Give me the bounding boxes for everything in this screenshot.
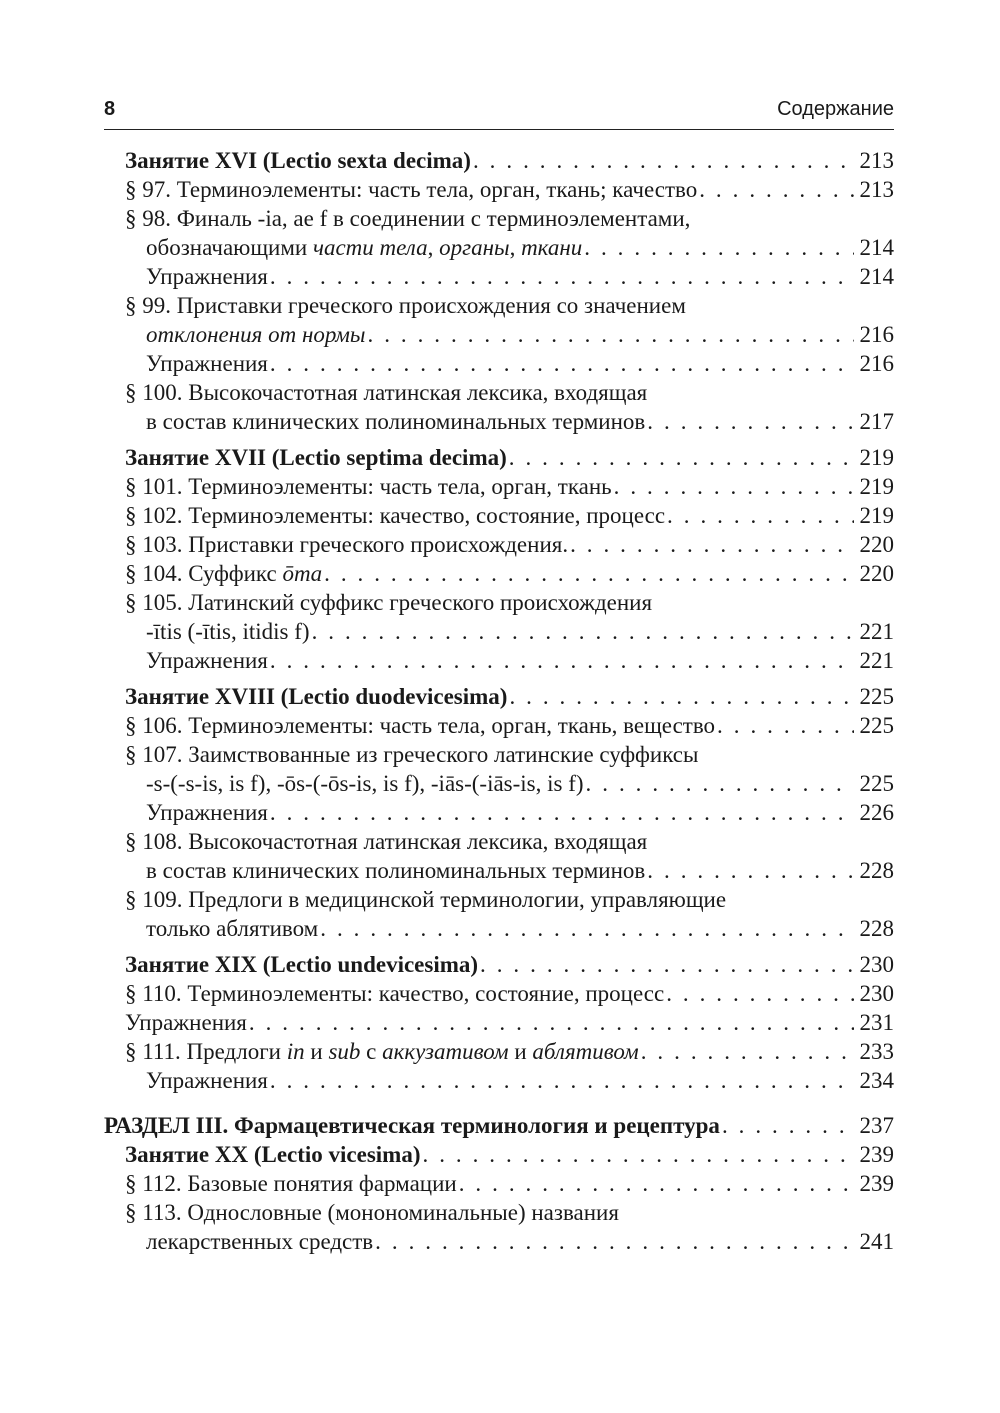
toc-section-100[interactable]	[104, 378, 894, 436]
leader-dots	[666, 979, 854, 1008]
text-fragment: и	[508, 1039, 533, 1064]
toc-exercises[interactable]	[104, 646, 894, 675]
toc-section-109[interactable]	[104, 885, 894, 943]
toc-part-3[interactable]	[104, 1111, 894, 1140]
leader-dots	[509, 443, 854, 472]
table-of-contents	[104, 146, 894, 1256]
leader-dots	[722, 1111, 854, 1140]
page-number: 8	[104, 98, 116, 120]
leader-dots	[584, 233, 854, 262]
toc-section-110[interactable]	[104, 979, 894, 1008]
leader-dots	[375, 1227, 854, 1256]
toc-section-101[interactable]	[104, 472, 894, 501]
toc-entry-label-line1: § 108. Высокочастотная латинская лексика, входящая	[125, 829, 648, 854]
toc-entry-label-line2: только аблятивом	[146, 916, 319, 941]
leader-dots	[473, 146, 854, 175]
toc-page-number: 226	[859, 800, 894, 825]
toc-entry-label-line1: § 113. Однословные (монономинальные) названия	[125, 1200, 619, 1225]
italic-fragment: части тела	[312, 235, 428, 260]
toc-exercises[interactable]	[104, 1066, 894, 1095]
text-fragment: и	[304, 1039, 329, 1064]
toc-section-108[interactable]	[104, 827, 894, 885]
toc-page-number: 239	[859, 1142, 894, 1167]
text-fragment: обозначающими	[146, 235, 313, 260]
toc-exercises[interactable]	[104, 349, 894, 378]
leader-dots	[320, 914, 854, 943]
toc-page-number: 239	[859, 1171, 894, 1196]
leader-dots	[647, 856, 854, 885]
toc-page-number: 233	[859, 1039, 894, 1064]
toc-entry-label: Занятие XVIII (Lectio duodevicesima)	[125, 684, 508, 709]
toc-page-number: 213	[859, 148, 894, 173]
toc-page-number: 225	[859, 771, 894, 796]
header-rule	[104, 129, 894, 130]
toc-section-102[interactable]	[104, 501, 894, 530]
leader-dots	[459, 1169, 854, 1198]
toc-lesson-20[interactable]	[104, 1140, 894, 1169]
toc-section-98[interactable]	[104, 204, 894, 262]
toc-page-number: 228	[859, 916, 894, 941]
toc-entry-label: Упражнения	[146, 351, 268, 376]
toc-section-103[interactable]	[104, 530, 894, 559]
toc-entry-label-line2: лекарственных средств	[146, 1229, 374, 1254]
toc-page-number: 221	[859, 648, 894, 673]
leader-dots	[423, 1140, 855, 1169]
toc-entry-label: § 102. Терминоэлементы: качество, состояние, процесс	[125, 503, 666, 528]
toc-page-number: 214	[859, 235, 894, 260]
toc-page-number: 213	[859, 177, 894, 202]
text-fragment: с	[360, 1039, 383, 1064]
toc-section-107[interactable]	[104, 740, 894, 798]
leader-dots	[270, 1066, 854, 1095]
toc-page-number: 231	[859, 1010, 894, 1035]
italic-fragment: sub	[328, 1039, 361, 1064]
leader-dots	[270, 646, 854, 675]
leader-dots	[249, 1008, 854, 1037]
toc-page-number: 230	[859, 952, 894, 977]
leader-dots	[667, 501, 854, 530]
leader-dots	[324, 559, 854, 588]
toc-page-number: 237	[859, 1113, 894, 1138]
toc-entry-label: Занятие XX (Lectio vicesima)	[125, 1142, 421, 1167]
toc-exercises[interactable]	[104, 1008, 894, 1037]
toc-exercises[interactable]	[104, 262, 894, 291]
toc-entry-label: § 110. Терминоэлементы: качество, состояние, процесс	[125, 981, 665, 1006]
toc-page-number: 219	[859, 445, 894, 470]
toc-entry-label-line1: § 109. Предлоги в медицинской терминологии, управляющие	[125, 887, 727, 912]
leader-dots	[699, 175, 854, 204]
toc-page-number: 216	[859, 351, 894, 376]
toc-entry-label-line2	[146, 233, 582, 262]
running-title: Содержание	[777, 98, 894, 120]
toc-entry-label	[125, 1037, 639, 1066]
toc-section-99[interactable]	[104, 291, 894, 349]
toc-page-number: 219	[859, 474, 894, 499]
toc-exercises[interactable]	[104, 798, 894, 827]
toc-section-112[interactable]	[104, 1169, 894, 1198]
toc-page-number: 228	[859, 858, 894, 883]
toc-page-number: 217	[859, 409, 894, 434]
italic-fragment: аблятивом	[532, 1039, 639, 1064]
italic-fragment: ōma	[282, 561, 323, 586]
toc-entry-label-line2: отклонения от нормы	[146, 322, 366, 347]
toc-entry-label: § 101. Терминоэлементы: часть тела, орган, ткань	[125, 474, 612, 499]
toc-page-number: 220	[859, 532, 894, 557]
toc-entry-label-line1: § 107. Заимствованные из греческого латинские суффиксы	[125, 742, 699, 767]
toc-lesson-18[interactable]	[104, 682, 894, 711]
toc-entry-label: Упражнения	[146, 648, 268, 673]
toc-entry-label-line2: в состав клинических полиноминальных терминов	[146, 858, 646, 883]
toc-entry-label: § 106. Терминоэлементы: часть тела, орган, ткань, вещество	[125, 713, 716, 738]
toc-entry-label: Упражнения	[146, 264, 268, 289]
leader-dots	[312, 617, 854, 646]
italic-fragment: ткани	[521, 235, 583, 260]
leader-dots	[641, 1037, 854, 1066]
toc-page-number: 234	[859, 1068, 894, 1093]
leader-dots	[270, 262, 854, 291]
toc-entry-label: Упражнения	[146, 1068, 268, 1093]
toc-entry-label: Упражнения	[146, 800, 268, 825]
text-fragment: § 111. Предлоги	[125, 1039, 287, 1064]
toc-lesson-19[interactable]	[104, 950, 894, 979]
leader-dots	[270, 349, 854, 378]
leader-dots	[570, 530, 854, 559]
toc-entry-label	[125, 559, 322, 588]
toc-entry-label: Упражнения	[125, 1010, 247, 1035]
toc-entry-label-line1: § 98. Финаль -ia, ae f в соединении с терминоэлементами,	[125, 206, 691, 231]
running-header	[104, 94, 894, 128]
toc-section-111[interactable]	[104, 1037, 894, 1066]
toc-section-104[interactable]	[104, 559, 894, 588]
leader-dots	[586, 769, 854, 798]
toc-entry-label-line1: § 100. Высокочастотная латинская лексика, входящая	[125, 380, 648, 405]
leader-dots	[717, 711, 854, 740]
toc-entry-label: Занятие XIX (Lectio undevicesima)	[125, 952, 479, 977]
toc-entry-label: Занятие XVII (Lectio septima decima)	[125, 445, 507, 470]
toc-entry-label: § 103. Приставки греческого происхождения.	[125, 532, 569, 557]
toc-entry-label-line2: -ītis (-ītis, itidis f)	[146, 619, 310, 644]
toc-page-number: 225	[859, 684, 894, 709]
toc-page-number: 241	[859, 1229, 894, 1254]
text-fragment: ,	[427, 235, 440, 260]
toc-page-number: 225	[859, 713, 894, 738]
leader-dots	[614, 472, 854, 501]
leader-dots	[480, 950, 854, 979]
text-fragment: § 104. Суффикс	[125, 561, 283, 586]
toc-entry-label-line2: в состав клинических полиноминальных терминов	[146, 409, 646, 434]
toc-page-number: 216	[859, 322, 894, 347]
toc-page-number: 220	[859, 561, 894, 586]
leader-dots	[270, 798, 854, 827]
toc-entry-label-line2: -s-(-s-is, is f), -ōs-(-ōs-is, is f), -iās-(-iās-is, is f)	[146, 771, 584, 796]
italic-fragment: органы	[439, 235, 510, 260]
toc-entry-label: Занятие XVI (Lectio sexta decima)	[125, 148, 471, 173]
toc-section-105[interactable]	[104, 588, 894, 646]
toc-entry-label: § 112. Базовые понятия фармации	[125, 1171, 457, 1196]
toc-entry-label: РАЗДЕЛ III. Фармацевтическая терминология и рецептура	[104, 1113, 720, 1138]
toc-page-number: 219	[859, 503, 894, 528]
leader-dots	[509, 682, 854, 711]
toc-section-106[interactable]	[104, 711, 894, 740]
text-fragment: ,	[509, 235, 522, 260]
toc-page-number: 230	[859, 981, 894, 1006]
italic-fragment: аккузативом	[382, 1039, 509, 1064]
toc-section-97[interactable]	[104, 175, 894, 204]
toc-page-number: 214	[859, 264, 894, 289]
toc-entry-label-line1: § 99. Приставки греческого происхождения со значением	[125, 293, 686, 318]
toc-entry-label: § 97. Терминоэлементы: часть тела, орган, ткань; качество	[125, 177, 698, 202]
leader-dots	[647, 407, 854, 436]
toc-entry-label-line1: § 105. Латинский суффикс греческого происхождения	[125, 590, 653, 615]
toc-section-113[interactable]	[104, 1198, 894, 1256]
italic-fragment: in	[286, 1039, 305, 1064]
toc-lesson-16[interactable]	[104, 146, 894, 175]
leader-dots	[368, 320, 855, 349]
toc-page-number: 221	[859, 619, 894, 644]
toc-lesson-17[interactable]	[104, 443, 894, 472]
